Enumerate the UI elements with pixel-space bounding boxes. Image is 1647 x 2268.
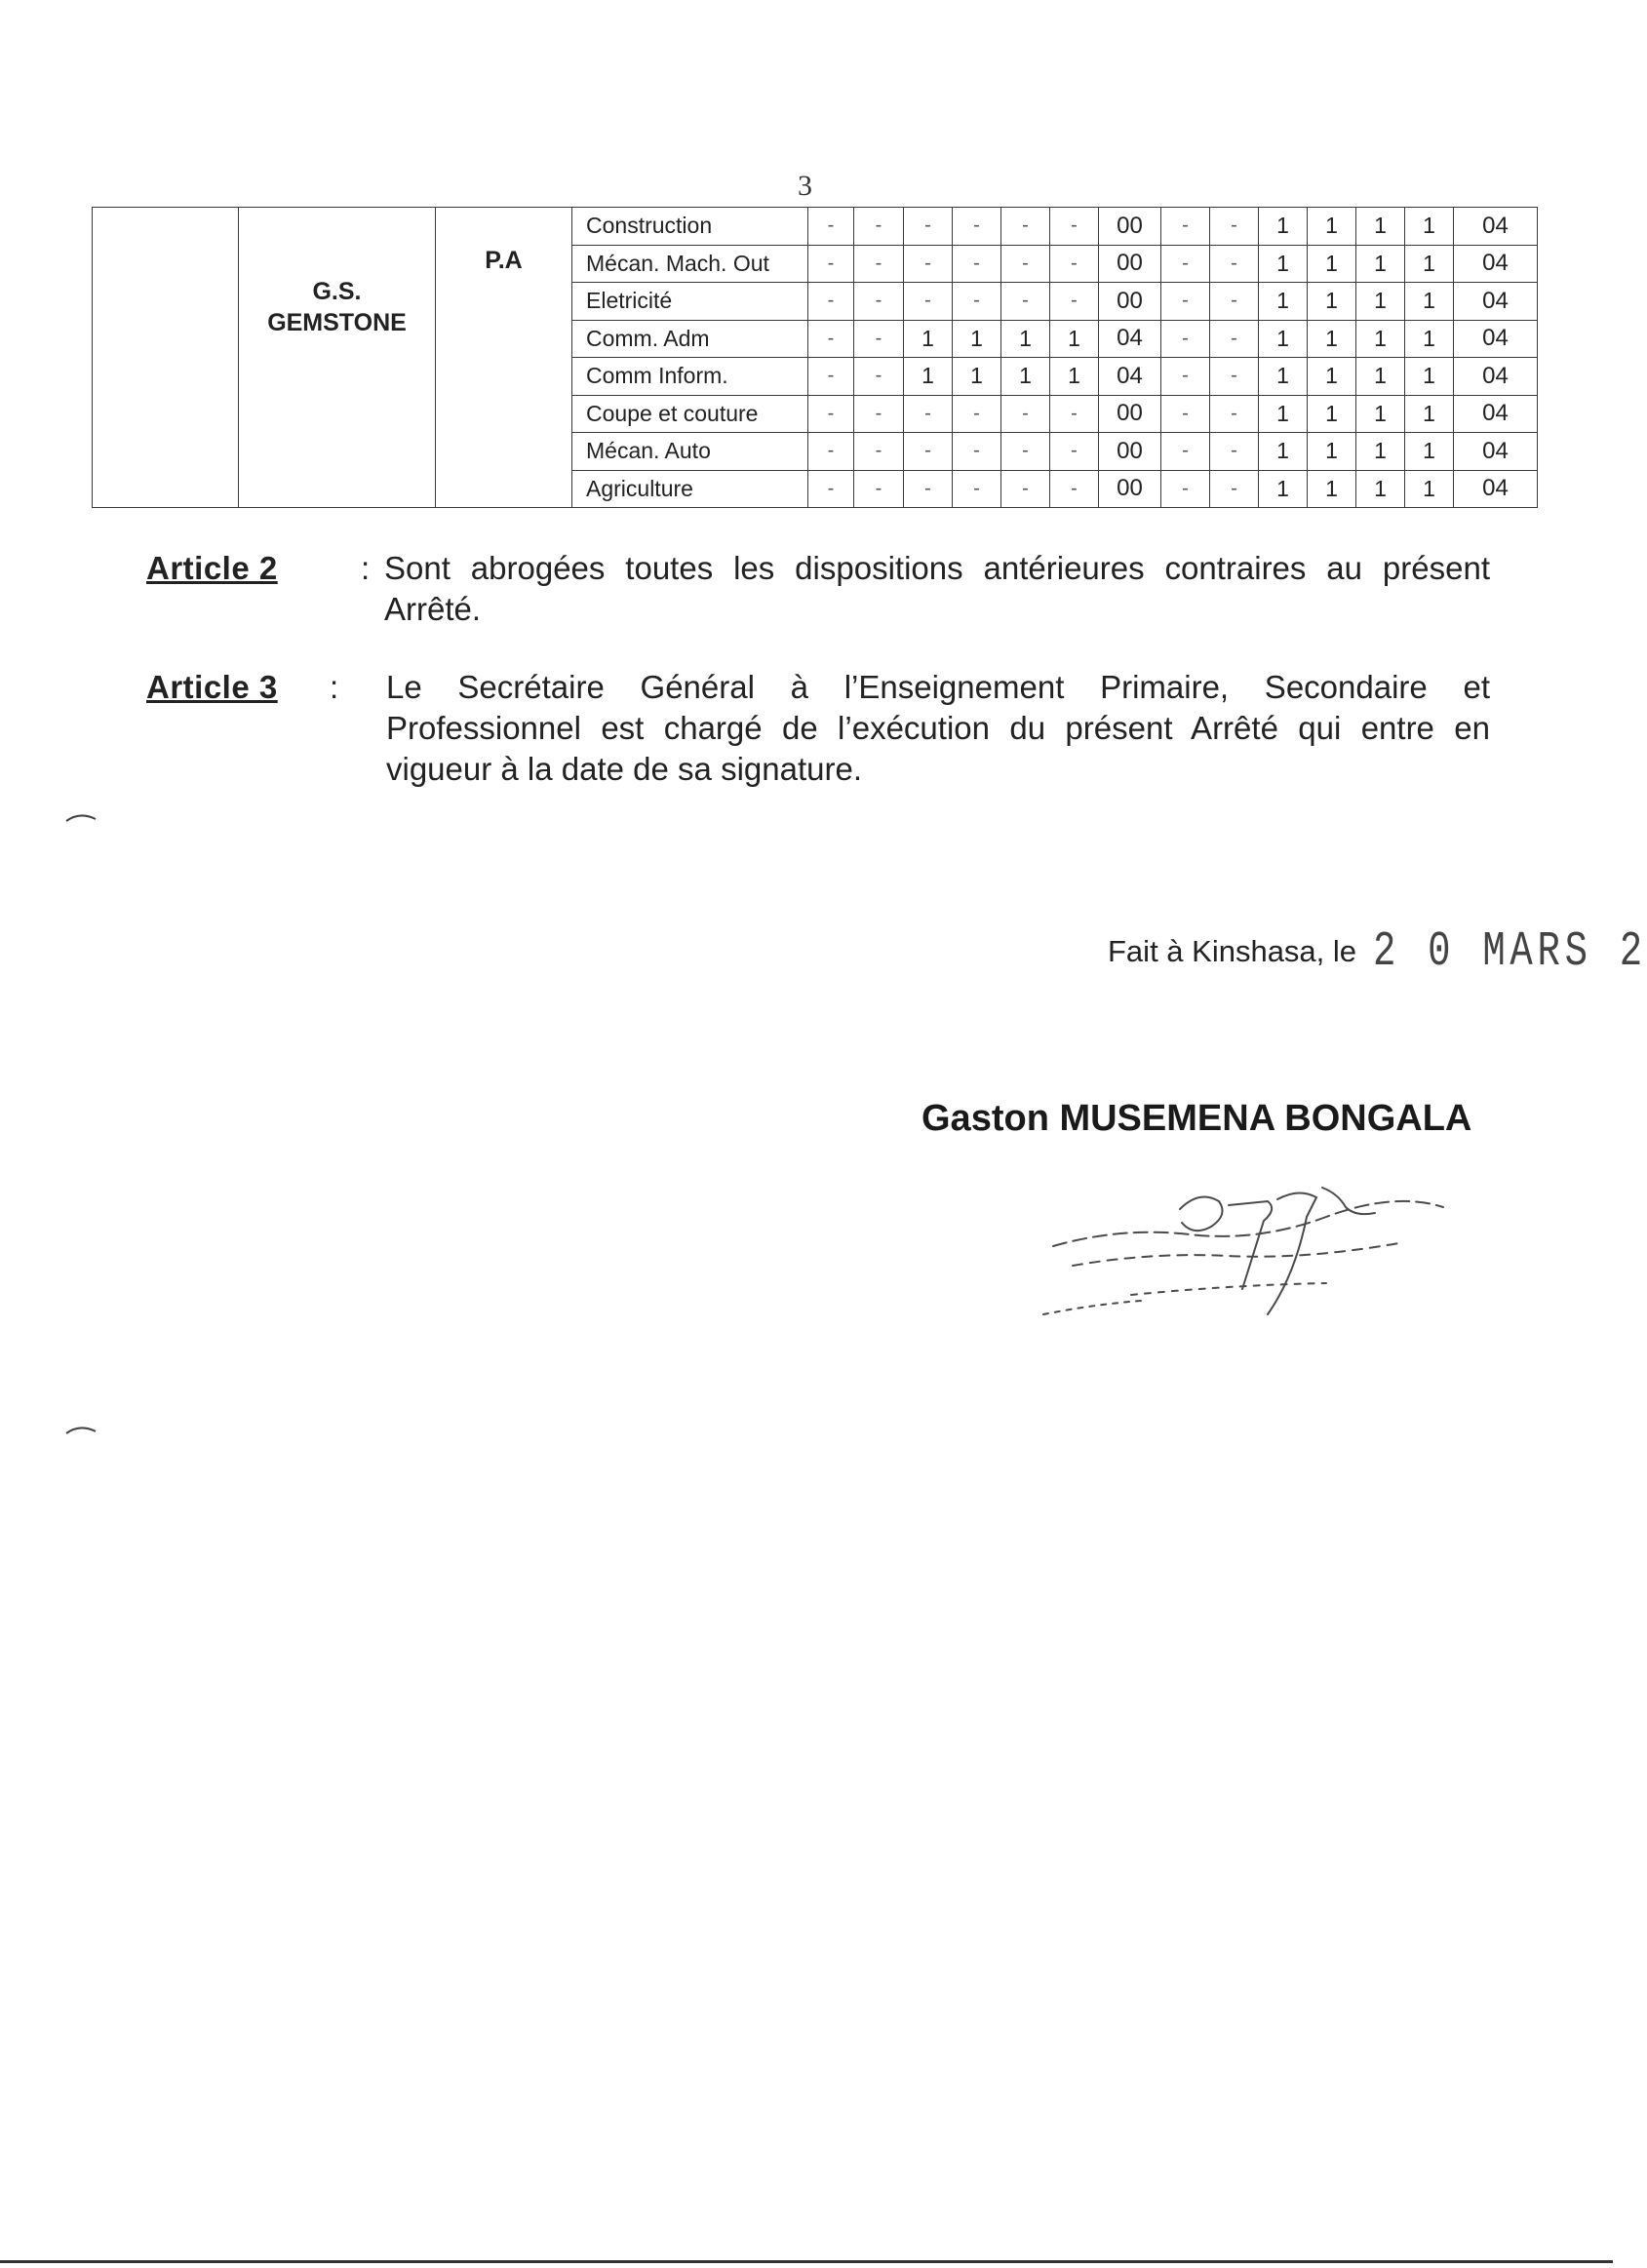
section-cell: P.A [436, 208, 572, 508]
total-cell: 00 [1099, 395, 1161, 433]
count-cell: - [1161, 245, 1210, 283]
count-cell: - [1050, 395, 1099, 433]
count-cell: 1 [1356, 245, 1405, 283]
total-cell: 00 [1099, 245, 1161, 283]
count-cell: - [953, 245, 1001, 283]
count-cell: 1 [1259, 283, 1308, 321]
count-cell: - [1050, 208, 1099, 246]
count-cell: - [1161, 320, 1210, 358]
count-cell: 1 [1405, 320, 1454, 358]
count-cell: - [808, 320, 854, 358]
count-cell: - [1001, 470, 1050, 508]
count-cell: - [808, 433, 854, 471]
count-cell: 1 [953, 320, 1001, 358]
count-cell: - [953, 433, 1001, 471]
article-3-text: Le Secrétaire Général à l’Enseignement Primaire, Secondaire et Professionnel est chargé de l’exécution du présent Arrêté qui entre en vigueur à la date de sa signature. [386, 669, 1490, 787]
bottom-rule [0, 2260, 1613, 2263]
count-cell: - [1210, 245, 1259, 283]
count-cell: 1 [1405, 358, 1454, 396]
option-name-cell: Comm Inform. [572, 358, 808, 396]
article-3-label: Article 3 [146, 669, 278, 705]
article-2 [146, 548, 1490, 630]
count-cell: 1 [1001, 320, 1050, 358]
option-name-cell: Construction [572, 208, 808, 246]
count-cell: - [1161, 208, 1210, 246]
count-cell: 1 [1001, 358, 1050, 396]
article-2-label: Article 2 [146, 550, 278, 586]
count-cell: - [1161, 470, 1210, 508]
count-cell: 1 [1308, 395, 1356, 433]
count-cell: 1 [1405, 433, 1454, 471]
place-date: Fait à Kinshasa, le [1108, 934, 1357, 968]
count-cell: 1 [904, 358, 953, 396]
total-cell: 04 [1454, 395, 1538, 433]
count-cell: - [1161, 358, 1210, 396]
total-cell: 04 [1454, 208, 1538, 246]
blank-column-cell [93, 208, 239, 508]
option-name-cell: Mécan. Auto [572, 433, 808, 471]
count-cell: - [1210, 283, 1259, 321]
count-cell: - [1050, 433, 1099, 471]
count-cell: - [808, 245, 854, 283]
count-cell: - [1161, 433, 1210, 471]
count-cell: 1 [1308, 245, 1356, 283]
date-stamp: 2 0 MARS 2 [1373, 924, 1647, 980]
count-cell: 1 [1405, 208, 1454, 246]
count-cell: 1 [1356, 433, 1405, 471]
count-cell: - [854, 245, 904, 283]
count-cell: - [1050, 245, 1099, 283]
count-cell: 1 [953, 358, 1001, 396]
total-cell: 04 [1454, 470, 1538, 508]
count-cell: 1 [1405, 245, 1454, 283]
schedule-body [93, 208, 1538, 508]
count-cell: - [1210, 433, 1259, 471]
count-cell: - [1210, 358, 1259, 396]
count-cell: 1 [1259, 470, 1308, 508]
count-cell: 1 [1050, 320, 1099, 358]
count-cell: - [1001, 245, 1050, 283]
total-cell: 04 [1099, 320, 1161, 358]
count-cell: - [854, 433, 904, 471]
option-name-cell: Comm. Adm [572, 320, 808, 358]
count-cell: 1 [1308, 283, 1356, 321]
count-cell: 1 [1356, 208, 1405, 246]
count-cell: 1 [1259, 208, 1308, 246]
count-cell: - [1050, 283, 1099, 321]
signatory-name: Gaston MUSEMENA BONGALA [922, 1098, 1472, 1139]
option-name-cell: Mécan. Mach. Out [572, 245, 808, 283]
option-name-cell: Coupe et couture [572, 395, 808, 433]
total-cell: 00 [1099, 283, 1161, 321]
total-cell: 00 [1099, 208, 1161, 246]
count-cell: 1 [1308, 433, 1356, 471]
count-cell: 1 [1405, 470, 1454, 508]
count-cell: 1 [1259, 433, 1308, 471]
count-cell: 1 [1050, 358, 1099, 396]
count-cell: - [953, 470, 1001, 508]
count-cell: - [1001, 283, 1050, 321]
total-cell: 04 [1454, 358, 1538, 396]
count-cell: 1 [1259, 358, 1308, 396]
count-cell: - [854, 320, 904, 358]
count-cell: 1 [1308, 470, 1356, 508]
count-cell: 1 [1356, 320, 1405, 358]
count-cell: 1 [1356, 283, 1405, 321]
count-cell: 1 [1259, 320, 1308, 358]
count-cell: 1 [1259, 245, 1308, 283]
count-cell: 1 [1308, 320, 1356, 358]
count-cell: 1 [1405, 283, 1454, 321]
total-cell: 00 [1099, 433, 1161, 471]
count-cell: - [1210, 208, 1259, 246]
total-cell: 04 [1454, 283, 1538, 321]
article-3-colon: : [330, 669, 339, 705]
count-cell: - [854, 395, 904, 433]
count-cell: - [1050, 470, 1099, 508]
count-cell: - [808, 470, 854, 508]
margin-mark-bottom [64, 1424, 98, 1437]
count-cell: - [1161, 283, 1210, 321]
count-cell: - [1210, 395, 1259, 433]
count-cell: 1 [1356, 470, 1405, 508]
count-cell: - [904, 433, 953, 471]
count-cell: - [904, 245, 953, 283]
count-cell: - [904, 395, 953, 433]
count-cell: - [854, 470, 904, 508]
count-cell: 1 [1308, 208, 1356, 246]
handwritten-signature [1034, 1158, 1463, 1324]
count-cell: - [1001, 433, 1050, 471]
count-cell: 1 [904, 320, 953, 358]
table-row [93, 208, 1538, 246]
count-cell: 1 [1356, 395, 1405, 433]
count-cell: - [1161, 395, 1210, 433]
count-cell: 1 [1308, 358, 1356, 396]
count-cell: - [953, 208, 1001, 246]
count-cell: - [904, 208, 953, 246]
total-cell: 04 [1454, 320, 1538, 358]
count-cell: - [953, 395, 1001, 433]
count-cell: 1 [1405, 395, 1454, 433]
total-cell: 00 [1099, 470, 1161, 508]
school-name-cell: G.S. GEMSTONE [239, 208, 436, 508]
count-cell: - [904, 470, 953, 508]
count-cell: - [1210, 470, 1259, 508]
option-name-cell: Agriculture [572, 470, 808, 508]
count-cell: - [1001, 395, 1050, 433]
count-cell: - [808, 358, 854, 396]
option-name-cell: Eletricité [572, 283, 808, 321]
count-cell: - [808, 208, 854, 246]
count-cell: - [953, 283, 1001, 321]
count-cell: - [1001, 208, 1050, 246]
count-cell: - [1210, 320, 1259, 358]
count-cell: - [904, 283, 953, 321]
count-cell: - [854, 283, 904, 321]
total-cell: 04 [1099, 358, 1161, 396]
article-2-text: Sont abrogées toutes les dispositions antérieures contraires au présent Arrêté. [384, 550, 1490, 627]
schedule-table [92, 207, 1538, 508]
count-cell: - [854, 208, 904, 246]
article-3 [146, 667, 1490, 790]
total-cell: 04 [1454, 433, 1538, 471]
margin-mark-top [64, 811, 98, 825]
page-number: 3 [798, 170, 812, 202]
article-2-colon: : [361, 550, 371, 586]
count-cell: - [808, 283, 854, 321]
total-cell: 04 [1454, 245, 1538, 283]
count-cell: - [854, 358, 904, 396]
count-cell: 1 [1259, 395, 1308, 433]
count-cell: - [808, 395, 854, 433]
count-cell: 1 [1356, 358, 1405, 396]
